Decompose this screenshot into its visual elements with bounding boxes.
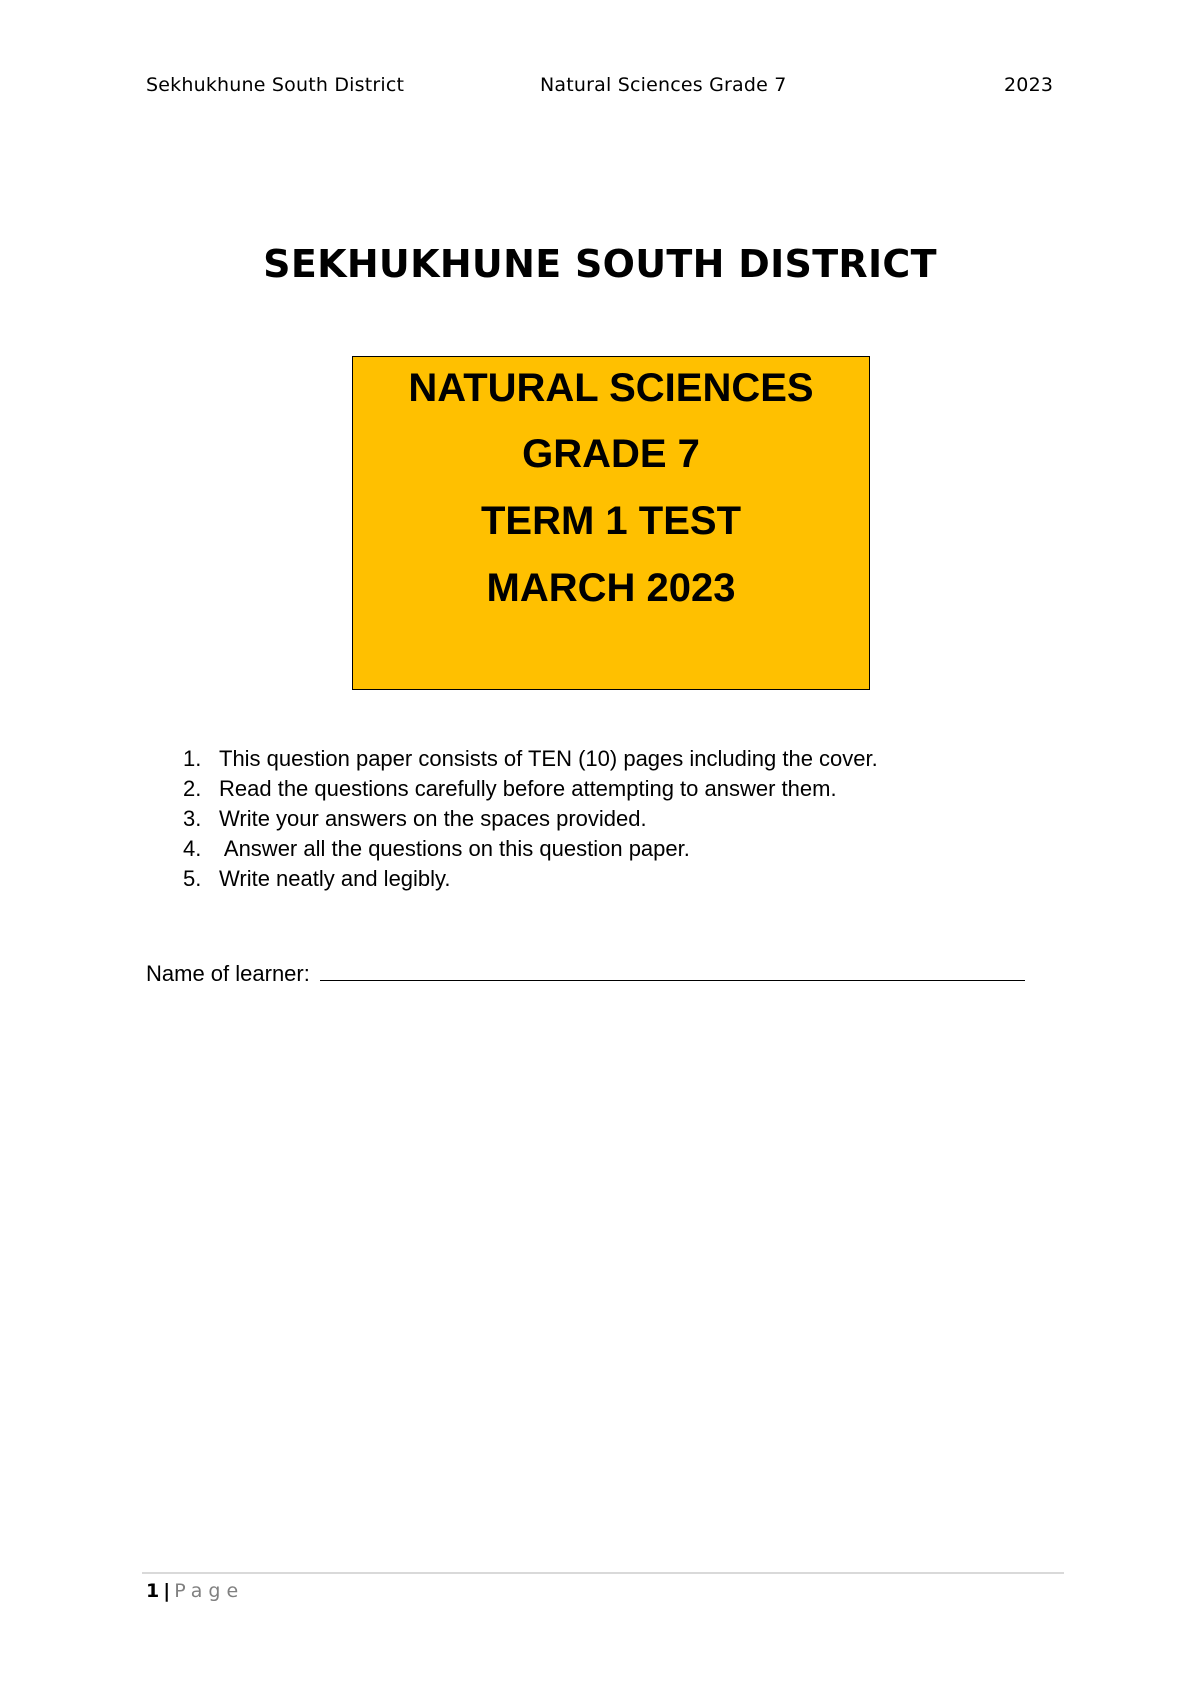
instruction-text: This question paper consists of TEN (10) pages including the cover.	[219, 746, 878, 771]
instructions-list	[174, 744, 878, 894]
instruction-number: 2.	[183, 776, 202, 801]
footer-page-number	[146, 1580, 244, 1602]
title-date: MARCH 2023	[486, 566, 736, 610]
instruction-item	[174, 774, 878, 804]
learner-name-line[interactable]	[320, 956, 1025, 981]
instruction-text: Read the questions carefully before attempting to answer them.	[219, 776, 837, 801]
instruction-text: Answer all the questions on this question paper.	[219, 836, 690, 861]
title-grade: GRADE 7	[522, 432, 700, 476]
instruction-number: 5.	[183, 866, 202, 891]
title-test: TERM 1 TEST	[480, 499, 742, 543]
page-separator: |	[163, 1580, 171, 1602]
district-title: SEKHUKHUNE SOUTH DISTRICT	[263, 242, 937, 286]
header-year: 2023	[1004, 74, 1054, 96]
instruction-item	[174, 864, 878, 894]
instruction-number: 3.	[183, 806, 202, 831]
footer-divider	[142, 1572, 1064, 1574]
instruction-item	[174, 744, 878, 774]
learner-name-row	[146, 956, 1025, 987]
title-box	[352, 356, 870, 690]
header-district: Sekhukhune South District	[146, 74, 405, 96]
instruction-number: 1.	[183, 746, 202, 771]
instruction-item	[174, 834, 878, 864]
title-subject: NATURAL SCIENCES	[408, 366, 814, 410]
instruction-number: 4.	[183, 836, 202, 861]
instruction-item	[174, 804, 878, 834]
header-subject: Natural Sciences Grade 7	[540, 74, 787, 96]
page-word: Page	[174, 1580, 245, 1602]
page-number: 1	[146, 1580, 160, 1602]
instruction-text: Write your answers on the spaces provided.	[219, 806, 647, 831]
learner-name-label: Name of learner:	[146, 961, 316, 986]
instruction-text: Write neatly and legibly.	[219, 866, 451, 891]
